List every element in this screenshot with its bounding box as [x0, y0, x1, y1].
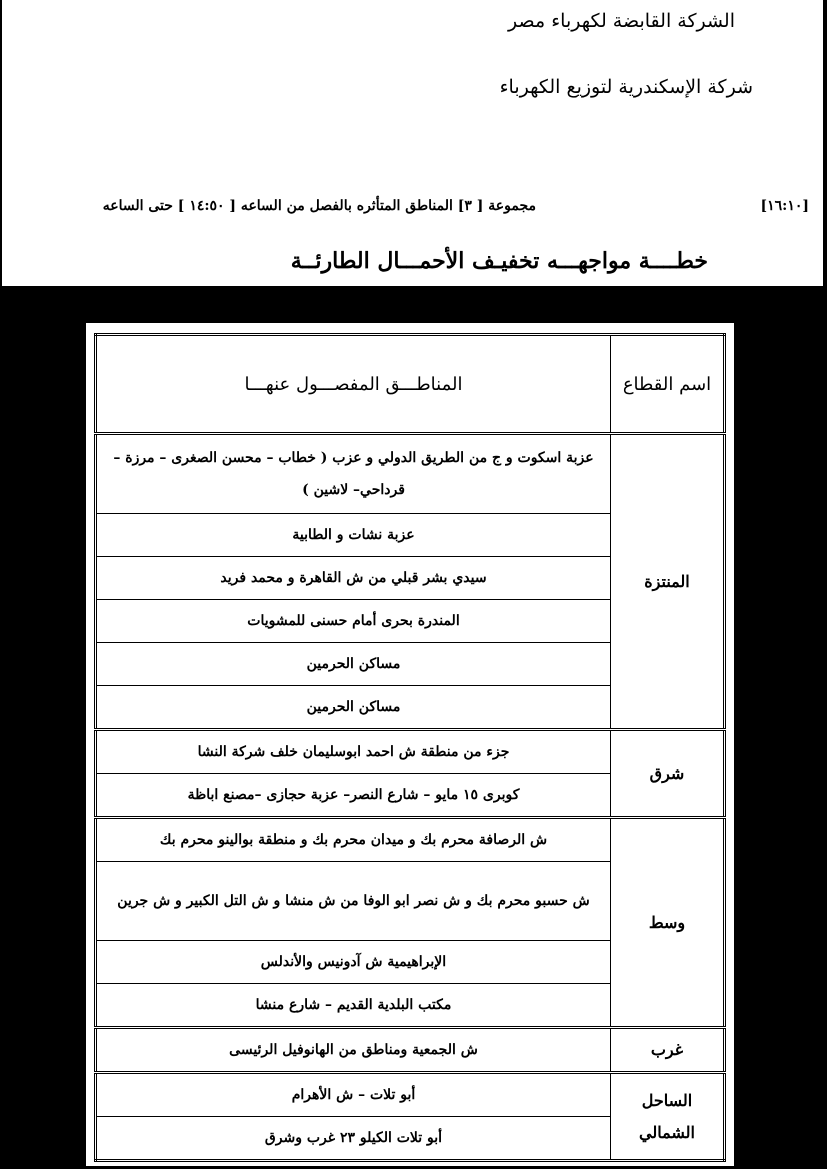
subsidiary-name: شركة الإسكندرية لتوزيع الكهرباء — [499, 76, 753, 98]
area-cell: الإبراهيمية ش آدونيس والأندلس — [96, 941, 611, 984]
area-cell: مساكن الحرمين — [96, 643, 611, 686]
sector-cell: المنتزة — [611, 434, 725, 730]
area-cell: ش الجمعية ومناطق من الهانوفيل الرئيسى — [96, 1028, 611, 1073]
group-end-time: [١٦:١٠] — [760, 198, 809, 214]
column-header-sector: اسم القطاع — [611, 335, 725, 434]
table-row — [96, 730, 725, 774]
plan-title: خطــــة مواجهـــه تخفيـف الأحمـــال الطارئــة — [290, 248, 708, 274]
schedule-panel — [86, 323, 734, 1166]
area-cell: كوبرى ١٥ مايو – شارع النصر– عزبة حجازى –مصنع اباظة — [96, 774, 611, 818]
area-cell: أبو تلات – ش الأهرام — [96, 1073, 611, 1117]
area-cell: سيدي بشر قبلي من ش القاهرة و محمد فريد — [96, 557, 611, 600]
area-cell: مكتب البلدية القديم – شارع منشا — [96, 984, 611, 1028]
table-row — [96, 818, 725, 862]
table-row — [96, 434, 725, 514]
sector-cell: شرق — [611, 730, 725, 818]
sector-cell: غرب — [611, 1028, 725, 1073]
area-cell: جزء من منطقة ش احمد ابوسليمان خلف شركة النشا — [96, 730, 611, 774]
sector-cell: وسط — [611, 818, 725, 1028]
letterhead — [0, 0, 825, 286]
table-header-row — [96, 335, 725, 434]
area-cell: ش الرصافة محرم بك و ميدان محرم بك و منطقة بوالينو محرم بك — [96, 818, 611, 862]
table-row — [96, 1028, 725, 1073]
area-cell: أبو تلات الكيلو ٢٣ غرب وشرق — [96, 1117, 611, 1161]
area-cell: عزبة اسكوت و ج من الطريق الدولي و عزب ( خطاب – محسن الصغرى – مرزة – قرداحي– لاشين ) — [96, 434, 611, 514]
company-name: الشركة القابضة لكهرباء مصر — [508, 10, 735, 32]
area-cell: مساكن الحرمين — [96, 686, 611, 730]
area-cell: المندرة بحرى أمام حسنى للمشويات — [96, 600, 611, 643]
column-header-areas: المناطـــق المفصـــول عنهـــا — [96, 335, 611, 434]
area-cell: عزبة نشات و الطابية — [96, 514, 611, 557]
area-cell: ش حسبو محرم بك و ش نصر ابو الوفا من ش منشا و ش التل الكبير و ش جرين — [96, 862, 611, 941]
table-row — [96, 1073, 725, 1117]
group-time-line: مجموعة [ ٣] المناطق المتأثره بالفصل من الساعه [ ١٤:٥٠ ] حتى الساعه — [102, 198, 536, 214]
load-shedding-table — [94, 333, 726, 1162]
sector-cell: الساحل الشمالي — [611, 1073, 725, 1161]
